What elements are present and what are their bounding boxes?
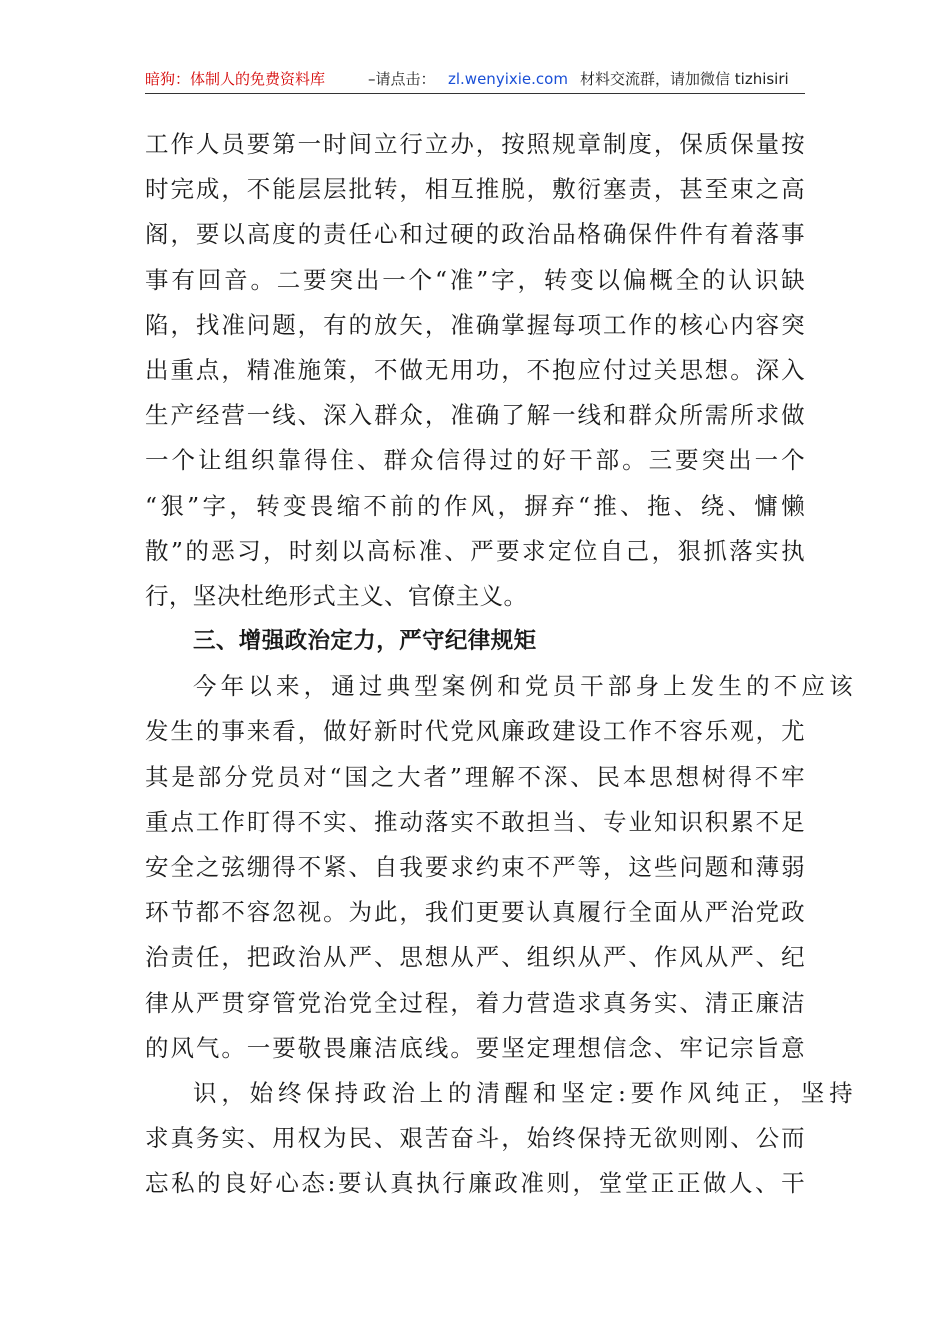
body-line: 工作人员要第一时间立行立办，按照规章制度，保质保量按 — [145, 130, 805, 158]
body-line: 律从严贯穿管党治党全过程，着力营造求真务实、清正廉洁 — [145, 988, 805, 1017]
body-line: 生产经营一线、深入群众，准确了解一线和群众所需所求做 — [145, 401, 805, 430]
body-line: 发生的事来看，做好新时代党风廉政建设工作不容乐观，尤 — [145, 717, 805, 746]
header-divider — [145, 93, 805, 94]
body-line: 安全之弦绷得不紧、自我要求约束不严等，这些问题和薄弱 — [145, 853, 805, 881]
body-line: 治责任，把政治从严、思想从严、组织从严、作风从严、纪 — [145, 943, 805, 972]
header-link[interactable]: zl.wenyixie.com — [448, 70, 568, 88]
body-line: 环节都不容忽视。为此，我们更要认真履行全面从严治党政 — [145, 898, 805, 927]
header-wechat: 材料交流群，请加微信 tizhisiri — [580, 70, 789, 88]
page-header — [145, 66, 805, 92]
body-line: 阁，要以高度的责任心和过硬的政治品格确保件件有着落事 — [145, 220, 805, 249]
body-line: 的风气。一要敬畏廉洁底线。要坚定理想信念、牢记宗旨意 — [145, 1033, 805, 1062]
body-line: 今年以来，通过典型案例和党员干部身上发生的不应该 — [193, 672, 853, 701]
body-line: “狠”字，转变畏缩不前的作风，摒弃“推、拖、绕、慵懒 — [145, 491, 805, 520]
body-line: 重点工作盯得不实、推动落实不敢担当、专业知识积累不足 — [145, 807, 805, 836]
body-line: 一个让组织靠得住、群众信得过的好干部。三要突出一个 — [145, 446, 805, 475]
body-line: 行，坚决杜绝形式主义、官僚主义。 — [145, 581, 528, 610]
body-line: 事有回音。二要突出一个“准”字，转变以偏概全的认识缺 — [145, 265, 805, 294]
body-line: 识，始终保持政治上的清醒和坚定:要作风纯正，坚持 — [193, 1078, 853, 1107]
header-prompt: –请点击： — [368, 70, 436, 88]
body-line: 其是部分党员对“国之大者”理解不深、民本思想树得不牢 — [145, 762, 805, 791]
body-line: 求真务实、用权为民、艰苦奋斗，始终保持无欲则刚、公而 — [145, 1124, 805, 1153]
body-line: 陷，找准问题，有的放矢，准确掌握每项工作的核心内容突 — [145, 310, 805, 339]
body-line: 时完成，不能层层批转，相互推脱，敷衍塞责，甚至束之高 — [145, 175, 805, 204]
section-heading: 三、增强政治定力，严守纪律规矩 — [193, 628, 537, 655]
body-line: 忘私的良好心态:要认真执行廉政准则，堂堂正正做人、干 — [145, 1169, 805, 1198]
header-brand: 暗狗：体制人的免费资料库 — [145, 70, 326, 88]
body-line: 散”的恶习，时刻以高标准、严要求定位自己，狠抓落实执 — [145, 536, 805, 565]
body-line: 出重点，精准施策，不做无用功，不抱应付过关思想。深入 — [145, 355, 805, 384]
document-body — [145, 122, 853, 1207]
